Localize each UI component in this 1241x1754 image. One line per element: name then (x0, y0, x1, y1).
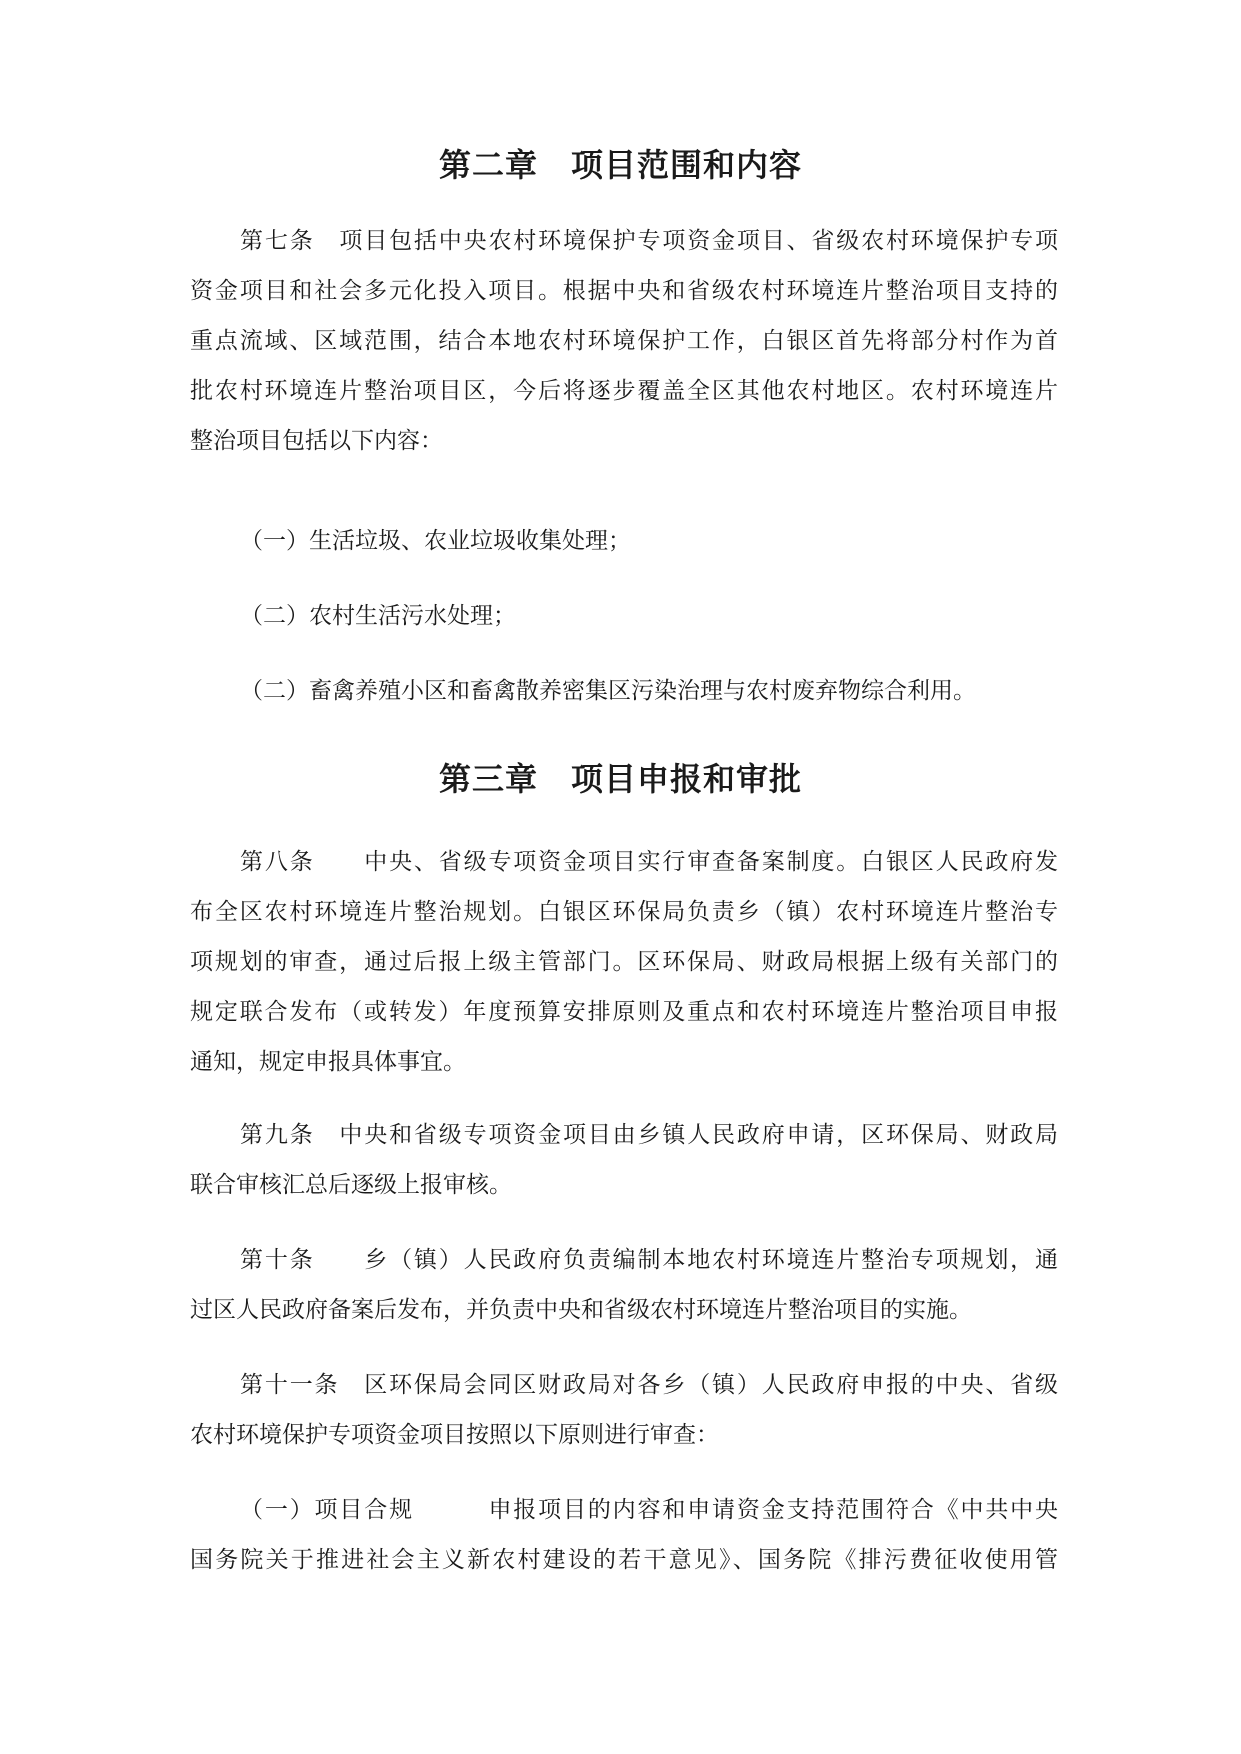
article-7-line-5: 整治项目包括以下内容： (190, 428, 443, 454)
article-10 (190, 1235, 1058, 1335)
article-7-line-2: 资金项目和社会多元化投入项目。根据中央和省级农村环境连片整治项目支持的 (190, 278, 1058, 304)
article-11-item-1-line-1: （一）项目合规 申报项目的内容和申请资金支持范围符合《中共中央 (240, 1497, 1058, 1523)
article-7-line-1: 第七条 项目包括中央农村环境保护专项资金项目、省级农村环境保护专项 (240, 228, 1058, 254)
list-item: （二）畜禽养殖小区和畜禽散养密集区污染治理与农村废弃物综合利用。 (240, 678, 976, 704)
article-8-line-4: 规定联合发布（或转发）年度预算安排原则及重点和农村环境连片整治项目申报 (190, 999, 1058, 1025)
article-9-line-2: 联合审核汇总后逐级上报审核。 (190, 1172, 512, 1198)
article-7-item-3 (190, 666, 1058, 716)
article-11-line-1: 第十一条 区环保局会同区财政局对各乡（镇）人民政府申报的中央、省级 (240, 1372, 1058, 1398)
article-10-line-2: 过区人民政府备案后发布，并负责中央和省级农村环境连片整治项目的实施。 (190, 1297, 972, 1323)
article-8-line-2: 布全区农村环境连片整治规划。白银区环保局负责乡（镇）农村环境连片整治专 (190, 899, 1058, 925)
list-item: （一）生活垃圾、农业垃圾收集处理； (240, 528, 631, 554)
article-11 (190, 1360, 1058, 1460)
article-11-line-2: 农村环境保护专项资金项目按照以下原则进行审查： (190, 1422, 719, 1448)
list-item: （二）农村生活污水处理； (240, 603, 516, 629)
article-9-line-1: 第九条 中央和省级专项资金项目由乡镇人民政府申请，区环保局、财政局 (240, 1122, 1058, 1148)
chapter-2-title: 第二章 项目范围和内容 (438, 146, 802, 184)
article-7 (190, 216, 1058, 466)
chapter-3-title: 第三章 项目申报和审批 (438, 760, 802, 798)
article-8-line-1: 第八条 中央、省级专项资金项目实行审查备案制度。白银区人民政府发 (240, 849, 1058, 875)
article-7-line-4: 批农村环境连片整治项目区，今后将逐步覆盖全区其他农村地区。农村环境连片 (190, 378, 1058, 404)
article-8-line-3: 项规划的审查，通过后报上级主管部门。区环保局、财政局根据上级有关部门的 (190, 949, 1058, 975)
article-9 (190, 1110, 1058, 1210)
article-11-item-1 (190, 1485, 1058, 1585)
article-10-line-1: 第十条 乡（镇）人民政府负责编制本地农村环境连片整治专项规划，通 (240, 1247, 1058, 1273)
article-7-item-2 (190, 591, 1058, 641)
article-7-item-1 (190, 516, 1058, 566)
article-8 (190, 837, 1058, 1087)
article-8-line-5: 通知，规定申报具体事宜。 (190, 1049, 466, 1075)
article-7-line-3: 重点流域、区域范围，结合本地农村环境保护工作，白银区首先将部分村作为首 (190, 328, 1058, 354)
article-11-item-1-line-2: 国务院关于推进社会主义新农村建设的若干意见》、国务院《排污费征收使用管 (190, 1547, 1058, 1573)
